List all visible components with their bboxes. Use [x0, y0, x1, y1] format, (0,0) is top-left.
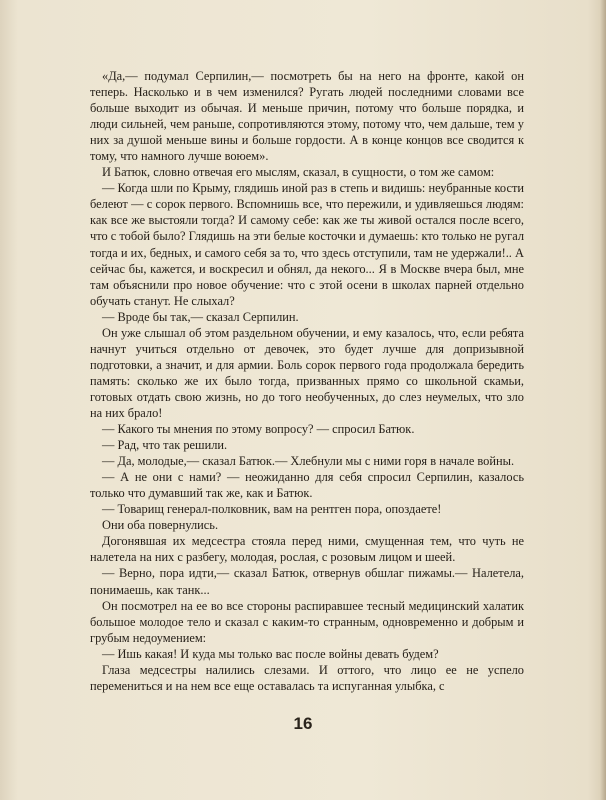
paragraph: — А не они с нами? — неожиданно для себя спросил Серпилин, казалось только что думавший так же, как и Батюк. [90, 470, 524, 501]
paragraph: Он уже слышал об этом раздельном обучении, и ему казалось, что, если ребята начнут учиться отдельно от девочек, это будет лучше для допризывной подготовки, а значит, и для армии. Боль сорок первого года продолжала бередить память: сколько же их было тогда, призванных прямо со школьной скамьи, готовых отдать свою жизнь, но до того необученных, до слез неумелых, что зло на них брало! [90, 325, 524, 420]
paragraph: — Да, молодые,— сказал Батюк.— Хлебнули мы с ними горя в начале войны. [102, 454, 515, 469]
paragraph: «Да,— подумал Серпилин,— посмотреть бы на него на фронте, какой он теперь. Насколько и в чем изменился? Ругать людей последними словами все больше выходит из обычая. И меньше причин, потому что больше порядка, и люди сильней, чем раньше, сопротивляются этому, потому что, чем дальше, тем у них за душой меньше вины и больше гордости. А в конце концов все сводится к тому, что намного лучше воюем». [90, 69, 524, 164]
paragraph: Догонявшая их медсестра стояла перед ними, смущенная тем, что чуть не налетела на них с разбегу, молодая, рослая, с розовым лицом и шеей. [90, 534, 524, 565]
paragraph: — Какого ты мнения по этому вопросу? — спросил Батюк. [102, 422, 415, 437]
paragraph: Глаза медсестры налились слезами. И оттого, что лицо ее не успело перемениться и на нем все еще оставалась та испуганная улыбка, с [90, 662, 524, 693]
paragraph: Они оба повернулись. [102, 518, 219, 533]
page-number: 16 [293, 714, 313, 733]
body-text [90, 68, 524, 694]
paragraph: — Вроде бы так,— сказал Серпилин. [102, 309, 299, 324]
paragraph: — Рад, что так решили. [102, 438, 228, 453]
paragraph: — Когда шли по Крыму, глядишь иной раз в степь и видишь: неубранные кости белеют — с сорок первого. Вспомнишь все, что пережили, и удивляешься людям: как все же выстояли тогда? И самому себе: как же ты живой остался после всего, что с тобой было? Глядишь на эти белые косточки и думаешь: кто только не ругал тогда и их, бедных, и самого себя за то, что здесь отступили, там не удержали!.. А сейчас бы, кажется, и воскресил и обнял, да некого... Я в Москве вчера был, мне там объяснили про новое обучение: что с этой осени в школах парней отдельно обучать станут. Не слыхал? [90, 181, 525, 308]
paragraph: И Батюк, словно отвечая его мыслям, сказал, в сущности, о том же самом: [102, 165, 495, 180]
paragraph: — Товарищ генерал-полковник, вам на рентген пора, опоздаете! [102, 502, 442, 517]
paragraph: — Ишь какая! И куда мы только вас после войны девать будем? [102, 646, 439, 661]
paragraph: Он посмотрел на ее во все стороны распиравшее тесный медицинский халатик большое молодое тело и сказал с каким-то странным, одновременно и добрым и грубым недоумением: [90, 598, 524, 645]
paragraph: — Верно, пора идти,— сказал Батюк, отвернув обшлаг пижамы.— Налетела, понимаешь, как танк... [90, 566, 524, 597]
